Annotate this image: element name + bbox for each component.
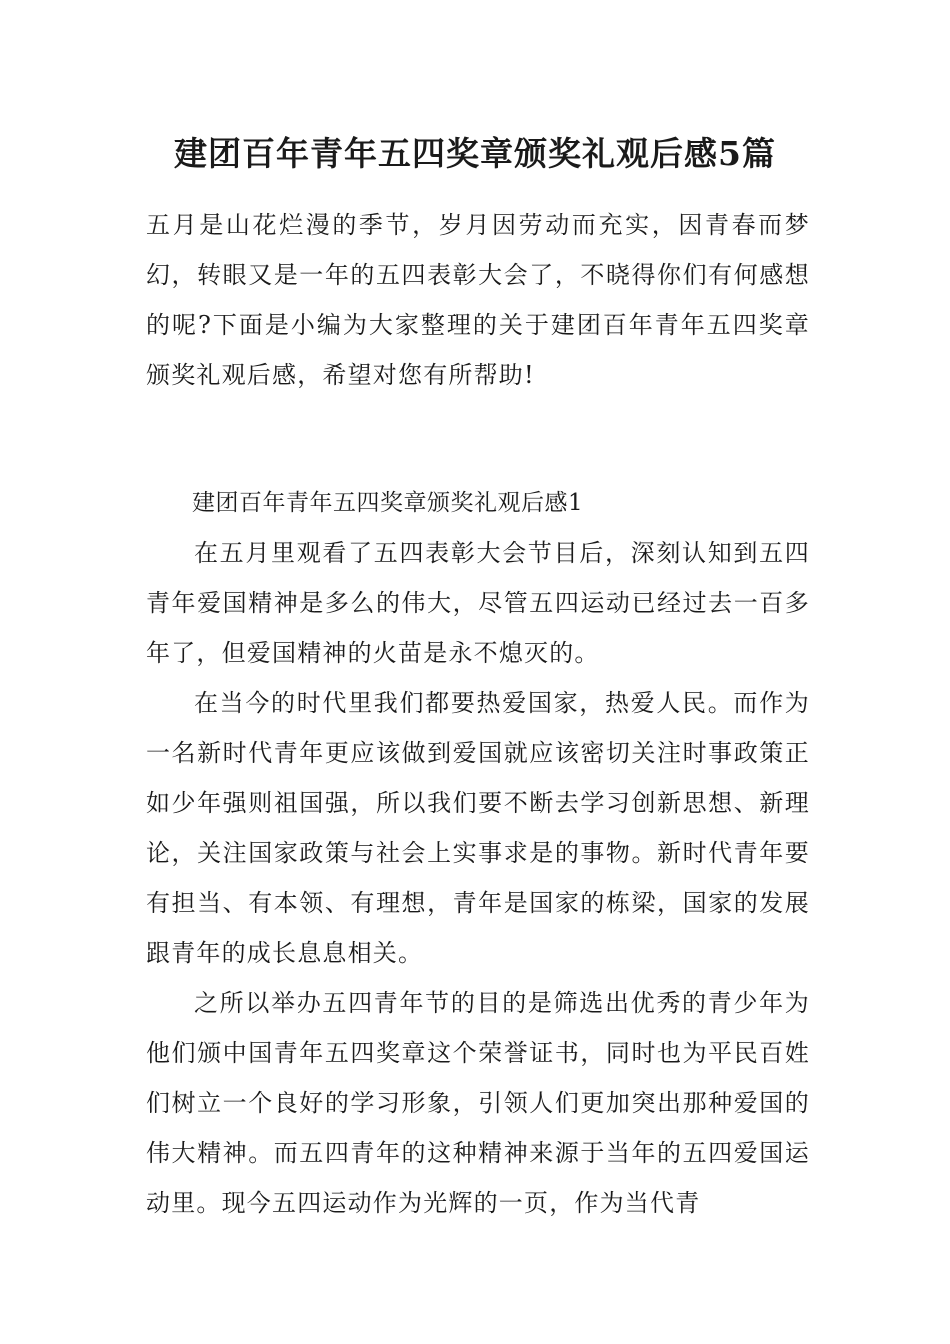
document-title: 建团百年青年五四奖章颁奖礼观后感5篇 [174,134,776,173]
intro-block [146,200,810,400]
intro-paragraph: 五月是山花烂漫的季节，岁月因劳动而充实，因青春而梦幻，转眼又是一年的五四表彰大会了，不晓得你们有何感想的呢?下面是小编为大家整理的关于建团百年青年五四奖章颁奖礼观后感，希望对您有所帮助! [146,211,810,389]
content-block [146,478,810,1228]
body-paragraph-2: 在当今的时代里我们都要热爱国家，热爱人民。而作为一名新时代青年更应该做到爱国就应该密切关注时事政策正如少年强则祖国强，所以我们要不断去学习创新思想、新理论，关注国家政策与社会上实事求是的事物。新时代青年要有担当、有本领、有理想，青年是国家的栋梁，国家的发展跟青年的成长息息相关。 [146,689,810,967]
body-paragraph-3: 之所以举办五四青年节的目的是筛选出优秀的青少年为他们颁中国青年五四奖章这个荣誉证书，同时也为平民百姓们树立一个良好的学习形象，引领人们更加突出那种爱国的伟大精神。而五四青年的这种精神来源于当年的五四爱国运动里。现今五四运动作为光辉的一页，作为当代青 [146,989,810,1217]
body-paragraph-1: 在五月里观看了五四表彰大会节目后，深刻认知到五四青年爱国精神是多么的伟大，尽管五四运动已经过去一百多年了，但爱国精神的火苗是永不熄灭的。 [146,539,810,667]
section-heading: 建团百年青年五四奖章颁奖礼观后感1 [192,490,584,516]
